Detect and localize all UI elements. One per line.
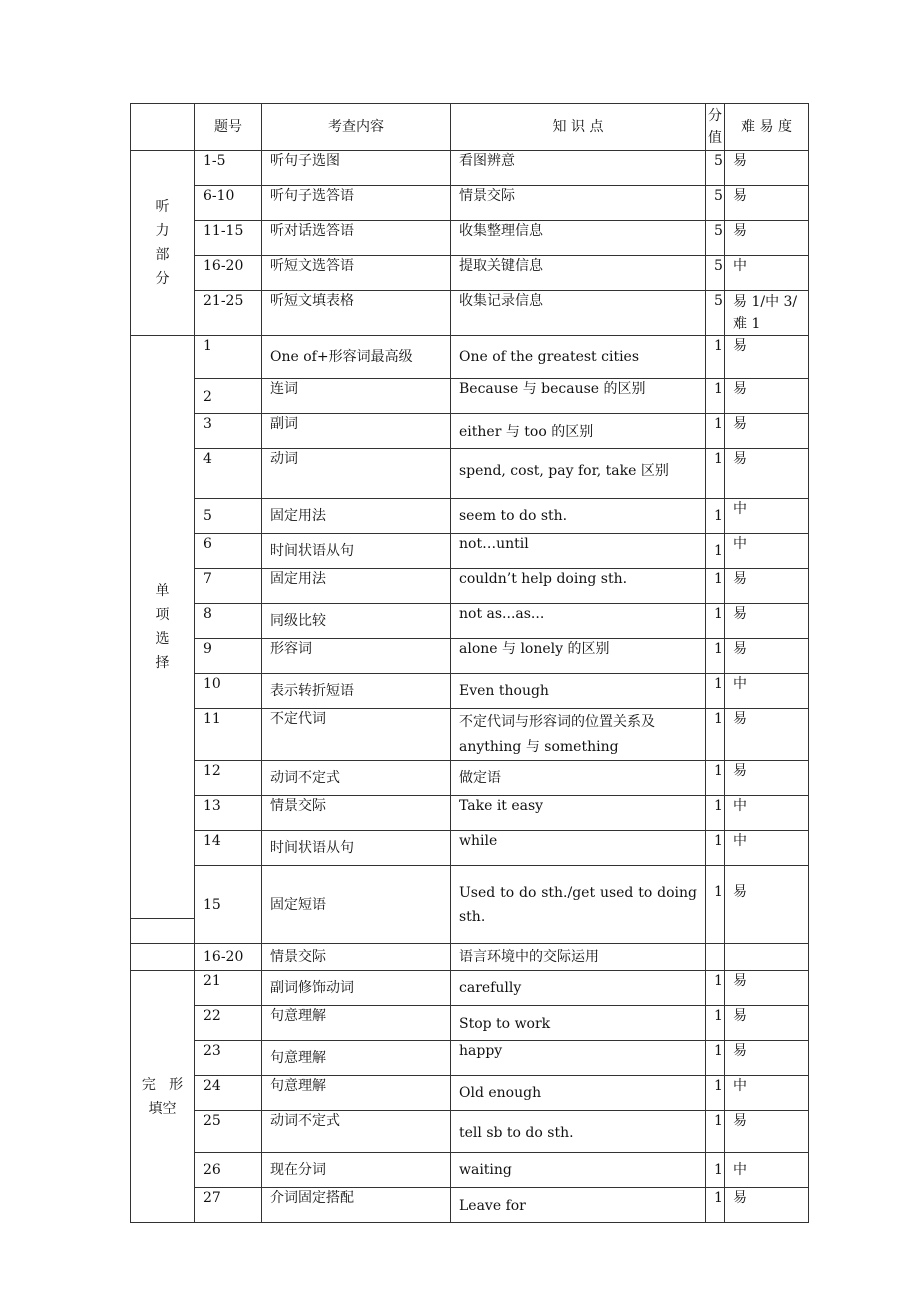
section-empty-cell [131, 944, 195, 971]
section-char: 选 [155, 631, 170, 647]
cell-point: Even though [451, 674, 706, 709]
cell-content: 同级比较 [262, 604, 451, 639]
cell-score: 1 [706, 1006, 725, 1041]
cell-content: 听短文选答语 [262, 256, 451, 291]
cell-content: 固定用法 [262, 569, 451, 604]
cell-point: 做定语 [451, 761, 706, 796]
table-row [131, 831, 809, 866]
cell-content: 情景交际 [262, 944, 451, 971]
table-row [131, 604, 809, 639]
cell-score: 1 [706, 379, 725, 414]
cell-point: 收集整理信息 [451, 221, 706, 256]
cell-score: 1 [706, 449, 725, 499]
cell-content: 形容词 [262, 639, 451, 674]
cell-no: 27 [195, 1188, 262, 1223]
cell-point: 看图辨意 [451, 151, 706, 186]
table-row [131, 1041, 809, 1076]
cell-content: 听短文填表格 [262, 291, 451, 336]
table-row [131, 971, 809, 1006]
cell-no: 9 [195, 639, 262, 674]
cell-point: Old enough [451, 1076, 706, 1111]
table-row [131, 499, 809, 534]
table-row [131, 569, 809, 604]
cell-point: alone 与 lonely 的区别 [451, 639, 706, 674]
cell-content: 动词 [262, 449, 451, 499]
cell-level [725, 944, 809, 971]
section-char: 形 [169, 1076, 184, 1093]
cell-no: 1-5 [195, 151, 262, 186]
cell-score: 1 [706, 1188, 725, 1223]
cell-content: 时间状语从句 [262, 534, 451, 569]
cell-content: 表示转折短语 [262, 674, 451, 709]
cell-no: 24 [195, 1076, 262, 1111]
cell-content: 介词固定搭配 [262, 1188, 451, 1223]
cell-no: 13 [195, 796, 262, 831]
cell-no: 11-15 [195, 221, 262, 256]
cell-content: 动词不定式 [262, 1111, 451, 1153]
cell-score: 5 [706, 151, 725, 186]
cell-point: 情景交际 [451, 186, 706, 221]
table-row [131, 709, 809, 761]
cell-content: 不定代词 [262, 709, 451, 761]
cell-point: Stop to work [451, 1006, 706, 1041]
cell-point: One of the greatest cities [451, 336, 706, 379]
cell-score: 1 [706, 534, 725, 569]
cell-point: tell sb to do sth. [451, 1111, 706, 1153]
section-char: 择 [155, 655, 170, 671]
section-char: 力 [155, 223, 170, 239]
cell-score: 1 [706, 639, 725, 674]
cell-content: 听句子选图 [262, 151, 451, 186]
table-row [131, 761, 809, 796]
cell-content: 句意理解 [262, 1006, 451, 1041]
cell-no: 25 [195, 1111, 262, 1153]
cell-score: 5 [706, 221, 725, 256]
cell-level: 易 [725, 449, 809, 499]
cell-level: 易 [725, 1188, 809, 1223]
cell-point: 语言环境中的交际运用 [451, 944, 706, 971]
cell-level: 易 [725, 221, 809, 256]
cell-level: 易 [725, 569, 809, 604]
cell-level: 中 [725, 534, 809, 569]
table-row [131, 186, 809, 221]
cell-score: 1 [706, 569, 725, 604]
cell-content: 动词不定式 [262, 761, 451, 796]
cell-point: 收集记录信息 [451, 291, 706, 336]
cell-level: 中 [725, 256, 809, 291]
cell-content: 副词修饰动词 [262, 971, 451, 1006]
cell-no: 26 [195, 1153, 262, 1188]
cell-content: 时间状语从句 [262, 831, 451, 866]
header-point: 知 识 点 [451, 104, 706, 151]
cell-content: 副词 [262, 414, 451, 449]
table-row [131, 639, 809, 674]
cell-content: 现在分词 [262, 1153, 451, 1188]
cell-level: 易 [725, 336, 809, 379]
cell-score: 1 [706, 1076, 725, 1111]
cell-no: 16-20 [195, 256, 262, 291]
cell-score: 1 [706, 336, 725, 379]
cell-level: 中 [725, 674, 809, 709]
cell-point: couldn’t help doing sth. [451, 569, 706, 604]
table-row [131, 866, 809, 919]
section-char: 单 [155, 583, 170, 599]
cell-score: 1 [706, 414, 725, 449]
table-row [131, 449, 809, 499]
section-char: 听 [155, 199, 170, 215]
cell-no: 4 [195, 449, 262, 499]
cell-no: 12 [195, 761, 262, 796]
cell-score: 1 [706, 674, 725, 709]
cell-score: 5 [706, 256, 725, 291]
cell-level: 易 [725, 186, 809, 221]
cell-level: 易 [725, 1041, 809, 1076]
cell-point: not as...as... [451, 604, 706, 639]
cell-no: 16-20 [195, 944, 262, 971]
cell-point: while [451, 831, 706, 866]
header-level: 难 易 度 [725, 104, 809, 151]
table-row [131, 1153, 809, 1188]
table-row [131, 534, 809, 569]
cell-point: happy [451, 1041, 706, 1076]
table-row [131, 796, 809, 831]
cell-level: 易 [725, 1111, 809, 1153]
cell-level: 中 [725, 1153, 809, 1188]
cell-level: 中 [725, 1076, 809, 1111]
table-row [131, 256, 809, 291]
cell-score: 1 [706, 1041, 725, 1076]
table-row [131, 414, 809, 449]
cell-level: 易 [725, 379, 809, 414]
section-char: 分 [155, 271, 170, 287]
cell-point: either 与 too 的区别 [451, 414, 706, 449]
cell-score: 1 [706, 499, 725, 534]
cell-point: Because 与 because 的区别 [451, 379, 706, 414]
cell-level: 易 [725, 414, 809, 449]
table-row [131, 944, 809, 971]
header-content: 考查内容 [262, 104, 451, 151]
table-row [131, 1111, 809, 1153]
cell-content: 句意理解 [262, 1041, 451, 1076]
cell-score [706, 944, 725, 971]
cell-level: 易 [725, 151, 809, 186]
cell-score: 1 [706, 761, 725, 796]
table-row [131, 1006, 809, 1041]
cell-content: One of+形容词最高级 [262, 336, 451, 379]
table-row [131, 1188, 809, 1223]
cell-content: 连词 [262, 379, 451, 414]
cell-point: Take it easy [451, 796, 706, 831]
cell-content: 听对话选答语 [262, 221, 451, 256]
exam-analysis-table [130, 103, 809, 1223]
cell-point: Leave for [451, 1188, 706, 1223]
cell-level: 中 [725, 499, 809, 534]
cell-no: 14 [195, 831, 262, 866]
table-row [131, 674, 809, 709]
cell-no: 6 [195, 534, 262, 569]
cell-score: 1 [706, 604, 725, 639]
table-row [131, 151, 809, 186]
section-char: 项 [155, 607, 170, 623]
header-section-cell [131, 104, 195, 151]
cell-level: 易 [725, 709, 809, 761]
section-char: 部 [155, 247, 170, 263]
cell-content: 固定用法 [262, 499, 451, 534]
table-row [131, 291, 809, 336]
cell-level: 易 [725, 866, 809, 944]
cell-point: not…until [451, 534, 706, 569]
header-row [131, 104, 809, 151]
cell-no: 11 [195, 709, 262, 761]
section-listening [131, 151, 195, 336]
cell-score: 1 [706, 831, 725, 866]
table-row [131, 1076, 809, 1111]
cell-no: 2 [195, 379, 262, 414]
header-score: 分值 [706, 104, 725, 151]
section-spacer-cell [131, 919, 195, 944]
cell-score: 1 [706, 709, 725, 761]
cell-no: 3 [195, 414, 262, 449]
cell-content: 句意理解 [262, 1076, 451, 1111]
cell-level: 易 [725, 604, 809, 639]
cell-level: 易 1/中 3/难 1 [725, 291, 809, 336]
cell-score: 1 [706, 1153, 725, 1188]
cell-point: carefully [451, 971, 706, 1006]
cell-no: 7 [195, 569, 262, 604]
header-no: 题号 [195, 104, 262, 151]
cell-content: 固定短语 [262, 866, 451, 944]
cell-level: 易 [725, 1006, 809, 1041]
cell-no: 21-25 [195, 291, 262, 336]
cell-no: 23 [195, 1041, 262, 1076]
table-row [131, 221, 809, 256]
section-single-choice [131, 336, 195, 919]
cell-point: 提取关键信息 [451, 256, 706, 291]
cell-score: 5 [706, 186, 725, 221]
cell-score: 1 [706, 1111, 725, 1153]
cell-level: 中 [725, 831, 809, 866]
cell-level: 易 [725, 971, 809, 1006]
cell-point: 不定代词与形容词的位置关系及 anything 与 something [451, 709, 706, 761]
cell-no: 22 [195, 1006, 262, 1041]
cell-level: 中 [725, 796, 809, 831]
cell-score: 5 [706, 291, 725, 336]
table-row [131, 336, 809, 379]
cell-point: spend, cost, pay for, take 区别 [451, 449, 706, 499]
section-cloze [131, 971, 195, 1223]
cell-no: 5 [195, 499, 262, 534]
cell-no: 6-10 [195, 186, 262, 221]
cell-level: 易 [725, 761, 809, 796]
cell-point: seem to do sth. [451, 499, 706, 534]
cell-score: 1 [706, 796, 725, 831]
cell-no: 1 [195, 336, 262, 379]
section-char: 填空 [148, 1100, 177, 1117]
cell-no: 21 [195, 971, 262, 1006]
cell-no: 8 [195, 604, 262, 639]
cell-point: waiting [451, 1153, 706, 1188]
cell-content: 情景交际 [262, 796, 451, 831]
cell-no: 15 [195, 866, 262, 944]
cell-content: 听句子选答语 [262, 186, 451, 221]
cell-score: 1 [706, 971, 725, 1006]
cell-point: Used to do sth./get used to doing sth. [451, 866, 706, 944]
cell-level: 易 [725, 639, 809, 674]
cell-score: 1 [706, 866, 725, 944]
table-row [131, 379, 809, 414]
section-char: 完 [141, 1076, 156, 1093]
cell-no: 10 [195, 674, 262, 709]
